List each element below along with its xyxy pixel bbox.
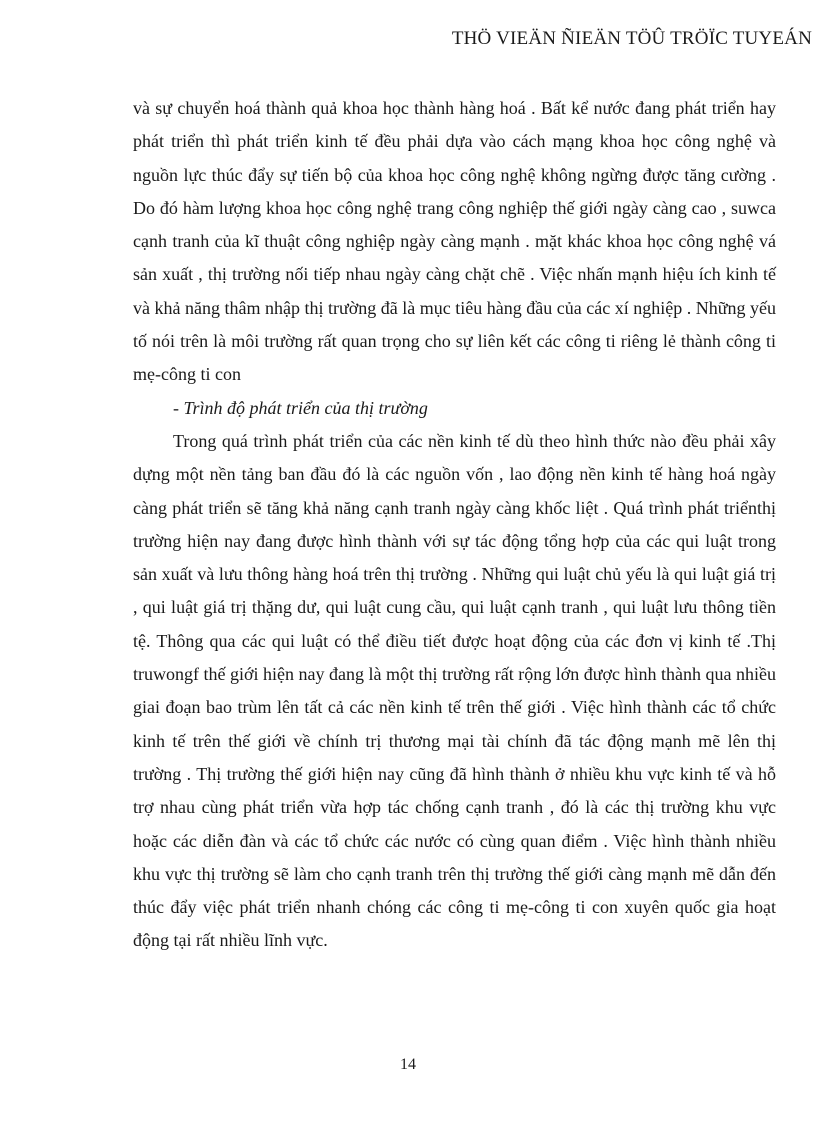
- body-text: [133, 92, 776, 958]
- running-header: THÖ VIEÄN ÑIEÄN TÖÛ TRÖÏC TUYEÁN: [451, 28, 812, 49]
- paragraph-market-development: Trong quá trình phát triển của các nền kinh tế dù theo hình thức nào đều phải xây dựng một nền tảng ban đầu đó là các nguồn vốn , lao động nền kinh tế hàng hoá ngày càng phát triển sẽ tăng khả năng cạnh tranh ngày càng khốc liệt . Quá trình phát triểnthị trường hiện nay đang được hình thành với sự tác động tổng hợp của các qui luật trong sản xuất và lưu thông hàng hoá trên thị trường . Những qui luật chủ yếu là qui luật giá trị , qui luật giá trị thặng dư, qui luật cung cầu, qui luật cạnh tranh , qui luật lưu thông tiền tệ. Thông qua các qui luật có thể điều tiết được hoạt động của các đơn vị kinh tế .Thị truwongf thế giới hiện nay đang là một thị trường rất rộng lớn được hình thành qua nhiều giai đoạn bao trùm lên tất cả các nền kinh tế trên thế giới . Việc hình thành các tổ chức kinh tế trên thế giới về chính trị thương mại tài chính đã tác động mạnh mẽ lên thị trường . Thị trường thế giới hiện nay cũng đã hình thành ở nhiều khu vực kinh tế và hỗ trợ nhau cùng phát triển vừa hợp tác chống cạnh tranh , đó là các thị trường khu vực hoặc các diễn đàn và các tổ chức các nước có cùng quan điểm . Việc hình thành nhiều khu vực thị trường sẽ làm cho cạnh tranh trên thị trường thế giới càng mạnh mẽ dẫn đến thúc đẩy việc phát triển nhanh chóng các công ti mẹ-công ti con xuyên quốc gia hoạt động tại rất nhiều lĩnh vực.: [133, 430, 776, 951]
- section-subheading: - Trình độ phát triển của thị trường: [173, 397, 428, 418]
- paragraph-continuation: và sự chuyển hoá thành quả khoa học thành hàng hoá . Bất kể nước đang phát triển hay phát triển thì phát triển kinh tế đều phải dựa vào cách mạng khoa học công nghệ và nguồn lực thúc đẩy sự tiến bộ của khoa học công nghệ không ngừng được tăng cường . Do đó hàm lượng khoa học công nghệ trang công nghiệp thế giới ngày càng cao , suwca cạnh tranh của kĩ thuật công nghiệp ngày càng mạnh . mặt khác khoa học công nghệ vá sản xuất , thị trường nối tiếp nhau ngày càng chặt chẽ . Việc nhấn mạnh hiệu ích kinh tế và khả năng thâm nhập thị trường đã là mục tiêu hàng đầu của các xí nghiệp . Những yếu tố nói trên là môi trường rất quan trọng cho sự liên kết các công ti riêng lẻ thành công ti mẹ-công ti con: [133, 98, 776, 385]
- page-number: 14: [400, 1056, 416, 1073]
